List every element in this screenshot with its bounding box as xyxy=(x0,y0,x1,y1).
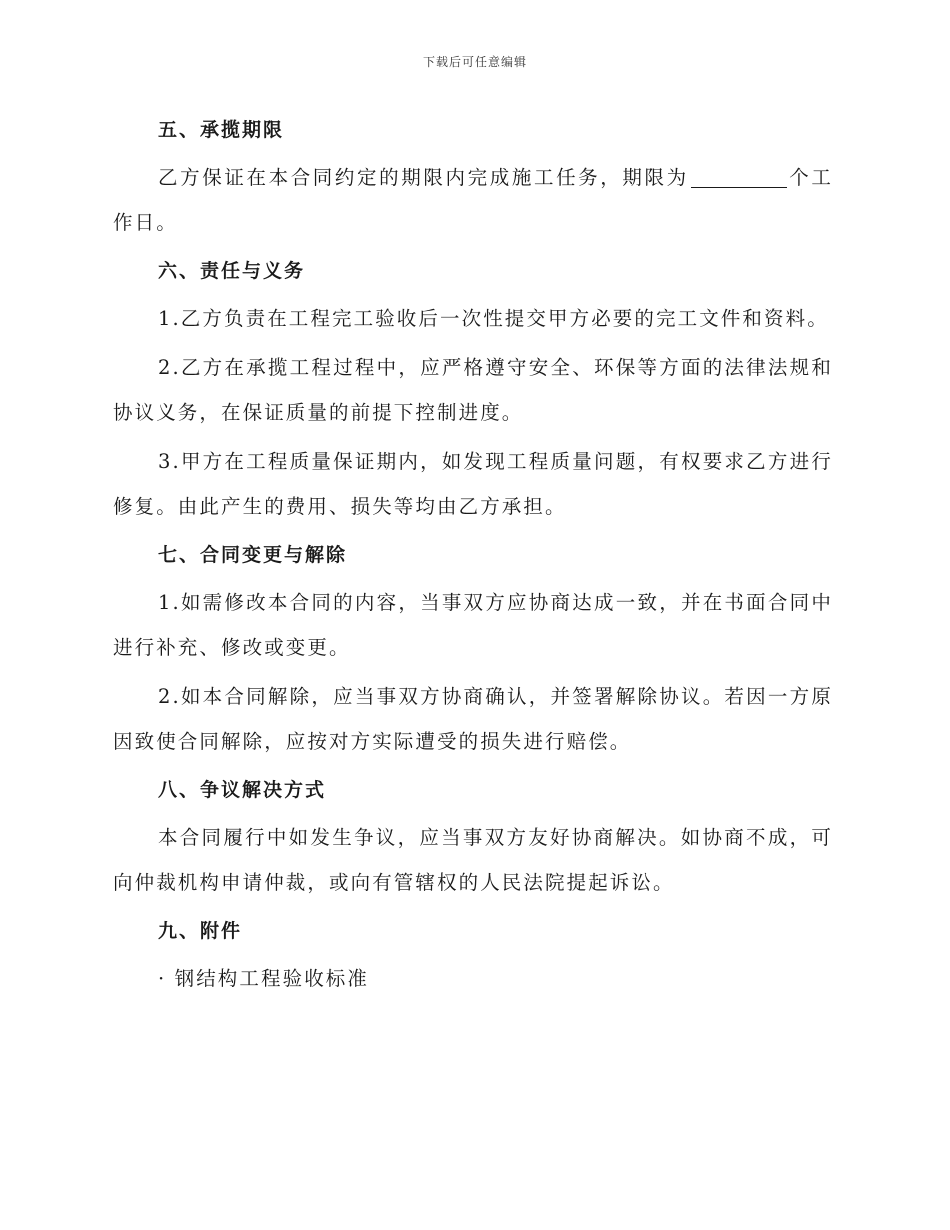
paragraph-dispute: 本合同履行中如发生争议，应当事双方友好协商解决。如协商不成，可向仲裁机构申请仲裁，或向有管辖权的人民法院提起诉讼。 xyxy=(113,826,833,894)
section-title-change: 七、合同变更与解除 xyxy=(158,544,348,566)
document-body xyxy=(113,108,833,1001)
attachment-item: · 钢结构工程验收标准 xyxy=(158,967,369,990)
section-title-attachment: 九、附件 xyxy=(158,920,243,942)
section-title-dispute: 八、争议解决方式 xyxy=(158,779,327,801)
section-title-term: 五、承揽期限 xyxy=(158,119,285,141)
paragraph-term-text-before: 乙方保证在本合同约定的期限内完成施工任务，期限为 xyxy=(158,166,689,189)
paragraph-duties-1: 1.乙方负责在工程完工验收后一次性提交甲方必要的完工文件和资料。 xyxy=(158,307,829,330)
paragraph-term xyxy=(113,155,833,245)
paragraph-change-2: 2.如本合同解除，应当事双方协商确认，并签署解除协议。若因一方原因致使合同解除，应按对方实际遭受的损失进行赔偿。 xyxy=(113,685,833,753)
paragraph-change-1: 1.如需修改本合同的内容，当事双方应协商达成一致，并在书面合同中进行补充、修改或变更。 xyxy=(113,591,833,659)
page-header: 下载后可任意编辑 xyxy=(422,55,527,69)
term-days-blank xyxy=(691,167,787,188)
section-title-duties: 六、责任与义务 xyxy=(158,260,306,282)
paragraph-term-text-after: 个工作日。 xyxy=(113,166,833,234)
paragraph-duties-2: 2.乙方在承揽工程过程中，应严格遵守安全、环保等方面的法律法规和协议义务，在保证质量的前提下控制进度。 xyxy=(113,356,833,424)
paragraph-duties-3: 3.甲方在工程质量保证期内，如发现工程质量问题，有权要求乙方进行修复。由此产生的费用、损失等均由乙方承担。 xyxy=(113,450,833,518)
